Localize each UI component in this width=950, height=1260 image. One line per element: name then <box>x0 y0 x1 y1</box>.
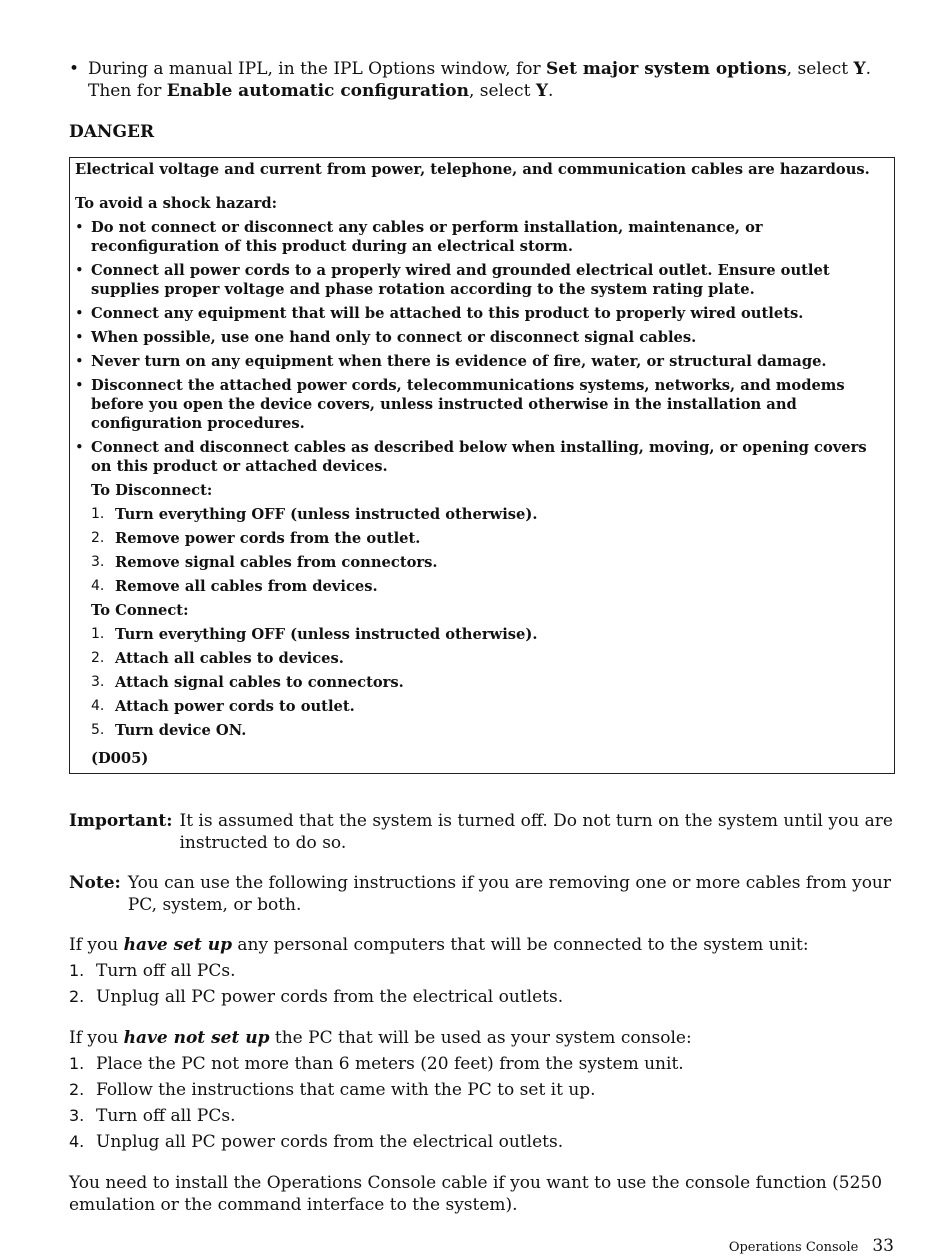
intro-bullet <box>69 58 895 102</box>
danger-bullet: • Connect and disconnect cables as described below when installing, moving, or opening covers on this product or attached devices. <box>75 439 867 475</box>
connect-step: 3. Attach signal cables to connectors. <box>91 674 404 691</box>
intro-value-y: Y <box>853 59 866 79</box>
disconnect-step: 1. Turn everything OFF (unless instructed otherwise). <box>91 506 538 523</box>
setup-steps <box>69 960 895 1008</box>
setup-intro: If you have set up any personal computers that will be connected to the system unit: <box>69 935 809 955</box>
intro-option-enable-auto: Enable automatic configuration <box>166 81 469 101</box>
danger-bullet: • Connect any equipment that will be attached to this product to properly wired outlets. <box>75 305 804 322</box>
page-number: 33 <box>872 1236 894 1256</box>
bullet-marker: • <box>69 59 80 79</box>
danger-bullet: • When possible, use one hand only to connect or disconnect signal cables. <box>75 329 697 346</box>
connect-step: 5. Turn device ON. <box>91 722 247 739</box>
connect-step: 4. Attach power cords to outlet. <box>91 698 355 715</box>
connect-step: 2. Attach all cables to devices. <box>91 650 344 667</box>
danger-notice-box <box>69 157 895 774</box>
intro-value-y: Y <box>535 81 548 101</box>
danger-bullet: • Never turn on any equipment when there is evidence of fire, water, or structural damage. <box>75 353 827 370</box>
list-item: 1. Turn off all PCs. <box>69 961 236 981</box>
danger-bullet: • Connect all power cords to a properly wired and grounded electrical outlet. Ensure outlet supplies proper voltage and phase rotation according to the system rating plate. <box>75 262 830 298</box>
disconnect-label: To Disconnect: <box>91 482 213 499</box>
list-item: 2. Unplug all PC power cords from the electrical outlets. <box>69 987 564 1007</box>
notsetup-intro: If you have not set up the PC that will be used as your system console: <box>69 1028 692 1048</box>
danger-heading: DANGER <box>69 122 155 142</box>
document-page <box>69 58 895 1216</box>
danger-code: (D005) <box>91 750 149 767</box>
intro-text: During a manual IPL, in the IPL Options window, for <box>88 59 547 79</box>
intro-text: , select <box>786 59 854 79</box>
intro-text: . <box>547 81 554 101</box>
intro-option-set-major: Set major system options <box>546 59 787 79</box>
notsetup-steps <box>69 1053 895 1153</box>
disconnect-step: 4. Remove all cables from devices. <box>91 578 378 595</box>
footer-section-title: Operations Console <box>728 1240 859 1255</box>
closing-paragraph: You need to install the Operations Console cable if you want to use the console function (5250 emulation or the command interface to the system). <box>69 1173 883 1215</box>
list-item: 4. Unplug all PC power cords from the electrical outlets. <box>69 1132 564 1152</box>
important-text: It is assumed that the system is turned off. Do not turn on the system until you are instructed to do so. <box>179 811 893 853</box>
danger-bullet: • Do not connect or disconnect any cables or perform installation, maintenance, or reconfiguration of this product during an electrical storm. <box>75 219 763 255</box>
note <box>69 872 895 916</box>
list-item: 2. Follow the instructions that came with the PC to set it up. <box>69 1080 596 1100</box>
note-text: You can use the following instructions if you are removing one or more cables from your PC, system, or both. <box>127 873 892 915</box>
connect-label: To Connect: <box>91 602 189 619</box>
danger-line-1: Electrical voltage and current from power, telephone, and communication cables are hazardous. <box>75 161 870 178</box>
important-note <box>69 810 895 854</box>
list-item: 1. Place the PC not more than 6 meters (20 feet) from the system unit. <box>69 1054 684 1074</box>
note-label: Note: <box>69 873 121 893</box>
disconnect-step: 2. Remove power cords from the outlet. <box>91 530 421 547</box>
danger-bullet: • Disconnect the attached power cords, telecommunications systems, networks, and modems before you open the device covers, unless instructed otherwise in the installation and configuration procedures. <box>75 377 845 432</box>
intro-text: . Then for <box>88 59 872 101</box>
intro-text: , select <box>468 81 536 101</box>
disconnect-step: 3. Remove signal cables from connectors. <box>91 554 438 571</box>
danger-line-2: To avoid a shock hazard: <box>75 195 278 212</box>
page-footer <box>729 1236 894 1256</box>
connect-step: 1. Turn everything OFF (unless instructed otherwise). <box>91 626 538 643</box>
important-label: Important: <box>69 811 173 831</box>
list-item: 3. Turn off all PCs. <box>69 1106 236 1126</box>
